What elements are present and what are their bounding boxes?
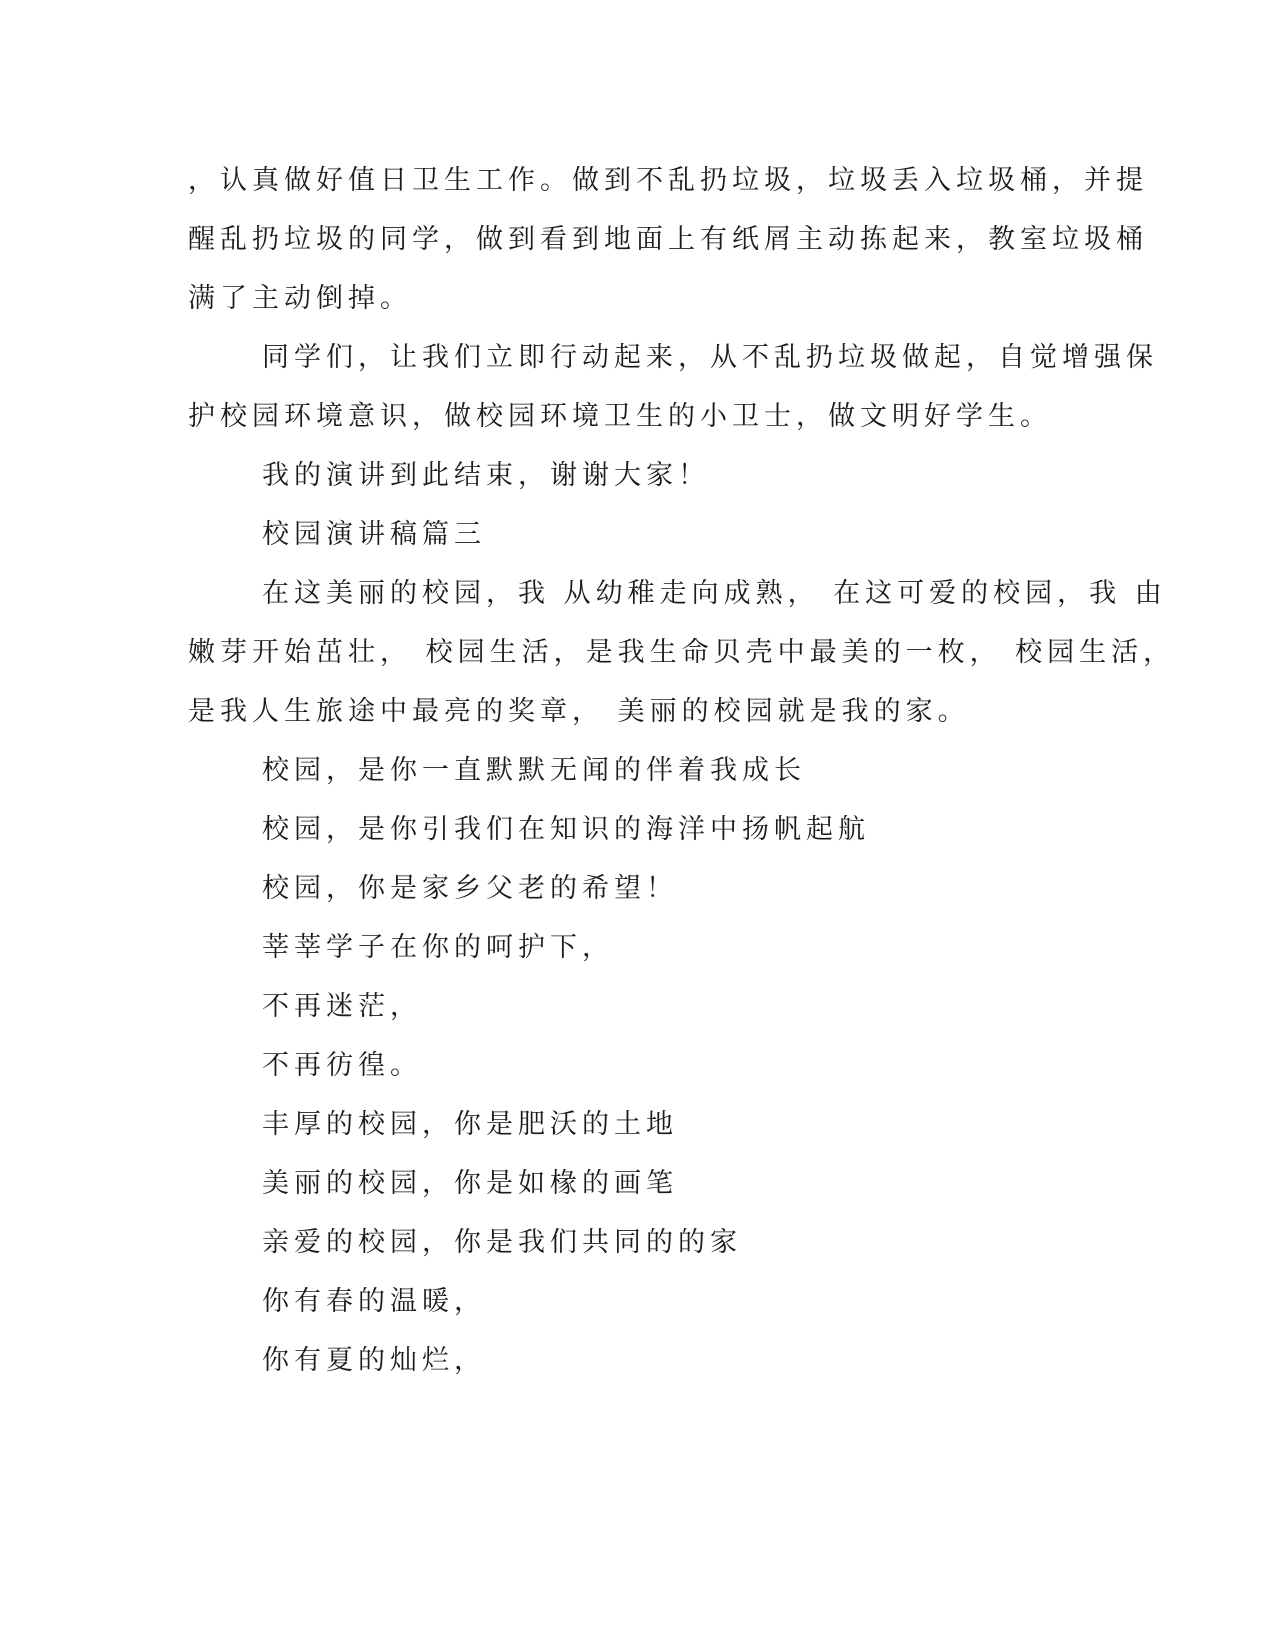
text-line: ，认真做好值日卫生工作。做到不乱扔垃圾，垃圾丢入垃圾桶，并提: [188, 165, 1148, 196]
text-line: 亲爱的校园，你是我们共同的的家: [262, 1227, 742, 1258]
text-line: 不再彷徨。: [262, 1050, 422, 1081]
text-line: 醒乱扔垃圾的同学，做到看到地面上有纸屑主动拣起来，教室垃圾桶: [188, 224, 1148, 255]
text-line: 护校园环境意识，做校园环境卫生的小卫士，做文明好学生。: [188, 401, 1052, 432]
text-line: 满了主动倒掉。: [188, 283, 412, 314]
text-line: 不再迷茫，: [262, 991, 422, 1022]
text-line: 你有夏的灿烂，: [262, 1345, 486, 1376]
text-line: 校园，你是家乡父老的希望！: [262, 873, 678, 904]
text-line: 校园，是你引我们在知识的海洋中扬帆起航: [262, 814, 870, 845]
text-line: 你有春的温暖，: [262, 1286, 486, 1317]
text-line: 丰厚的校园，你是肥沃的土地: [262, 1109, 678, 1140]
text-line: 莘莘学子在你的呵护下，: [262, 932, 614, 963]
text-line: 校园，是你一直默默无闻的伴着我成长: [262, 755, 806, 786]
text-line: 是我人生旅途中最亮的奖章， 美丽的校园就是我的家。: [188, 696, 970, 727]
text-line: 在这美丽的校园，我 从幼稚走向成熟， 在这可爱的校园，我 由: [262, 578, 1167, 609]
text-line: 我的演讲到此结束，谢谢大家！: [262, 460, 710, 491]
text-line: 同学们，让我们立即行动起来，从不乱扔垃圾做起，自觉增强保: [262, 342, 1158, 373]
section-heading: 校园演讲稿篇三: [262, 519, 486, 550]
text-line: 美丽的校园，你是如椽的画笔: [262, 1168, 678, 1199]
text-line: 嫩芽开始茁壮， 校园生活，是我生命贝壳中最美的一枚， 校园生活，: [188, 637, 1176, 668]
